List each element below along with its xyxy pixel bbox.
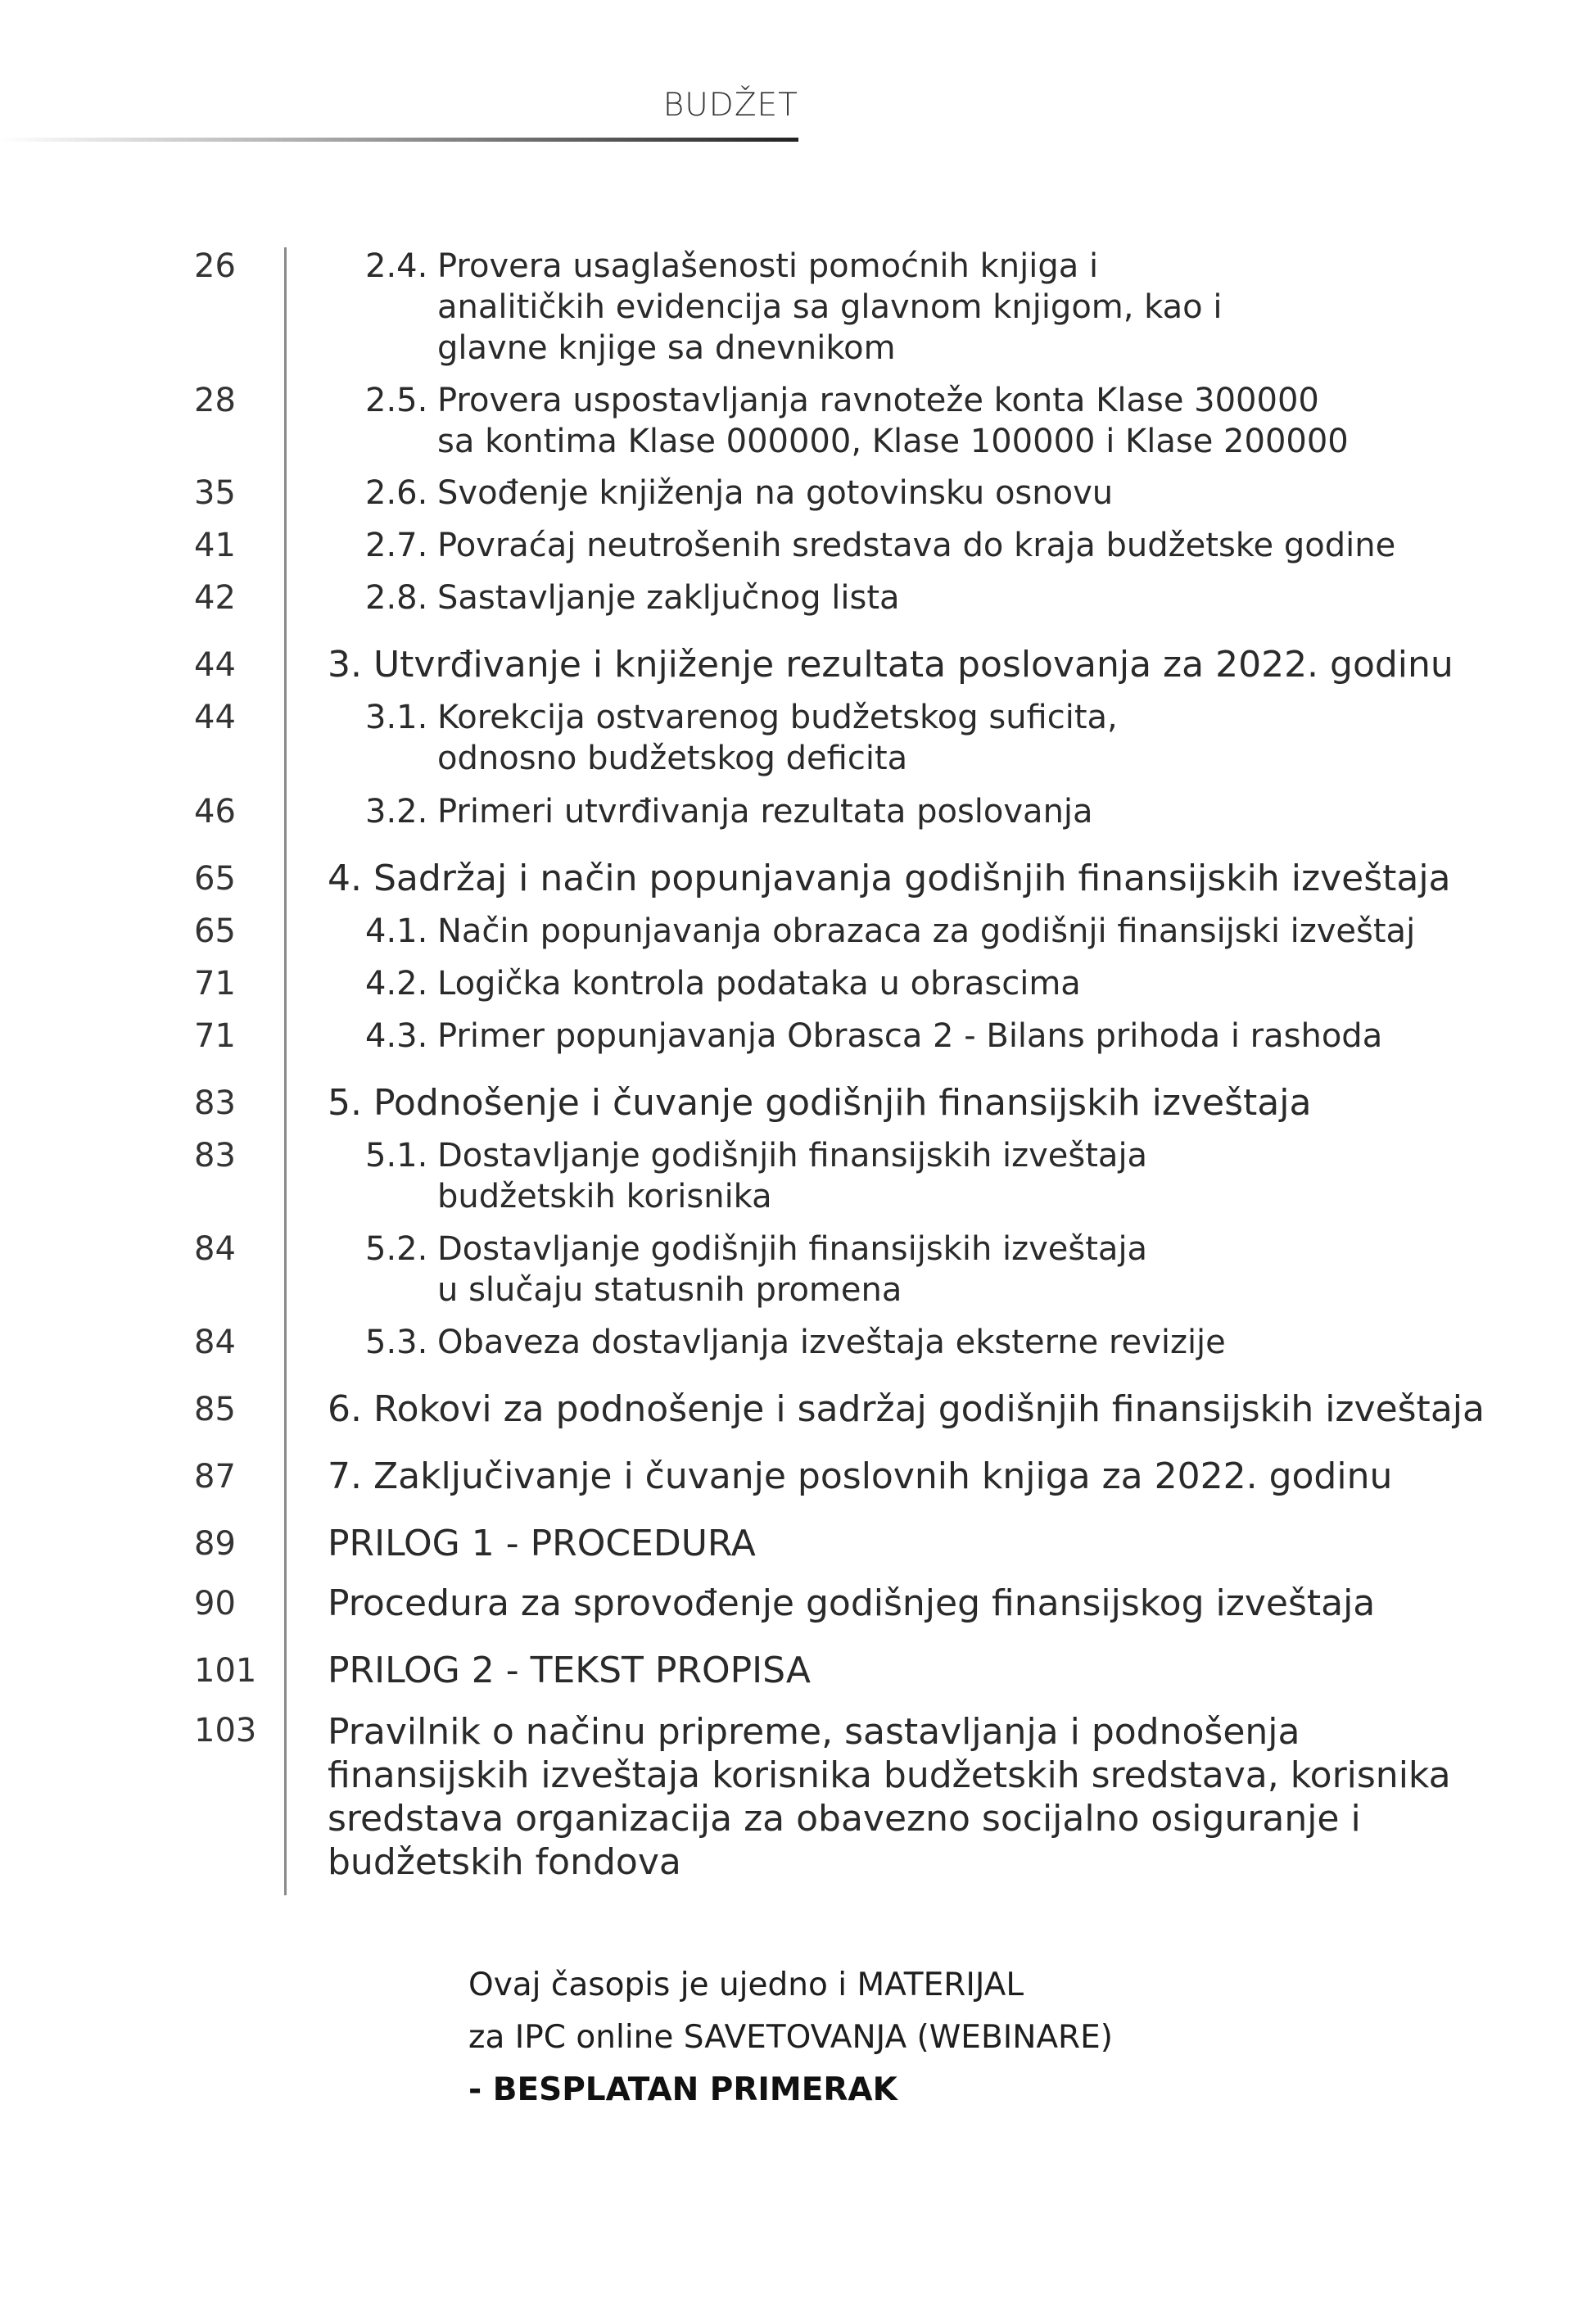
chapter-title: 6. Rokovi za podnošenje i sadržaj godišnjih finansijskih izveštaja: [328, 1388, 1485, 1430]
entry-title-line: u slučaju statusnih promena: [437, 1271, 902, 1309]
entry-title-line: Svođenje knjiženja na gotovinsku osnovu: [437, 474, 1114, 512]
note-line-1: Ovaj časopis je ujedno i MATERIJAL: [468, 1967, 1024, 2003]
entry-title-line: Obaveza dostavljanja izveštaja eksterne revizije: [437, 1324, 1226, 1361]
entry-title-line: Sastavljanje zaključnog lista: [437, 579, 900, 617]
page-number: 83: [194, 1084, 236, 1122]
entry-title-line: Primeri utvrđivanja rezultata poslovanja: [437, 793, 1093, 831]
entry-title-line: budžetskih fondova: [328, 1841, 681, 1883]
appendix-title: PRILOG 1 - PROCEDURA: [328, 1523, 756, 1564]
appendix-title: PRILOG 2 - TEKST PROPISA: [328, 1650, 812, 1691]
entry-title-line: Način popunjavanja obrazaca za godišnji finansijski izveštaj: [437, 912, 1416, 950]
entry-title: Procedura za sprovođenje godišnjeg finansijskog izveštaja: [328, 1582, 1376, 1624]
section-number: 3.2.: [365, 793, 428, 831]
section-number: 4.3.: [365, 1017, 428, 1055]
chapter-title: 7. Zaključivanje i čuvanje poslovnih knjiga za 2022. godinu: [328, 1455, 1393, 1497]
section-number: 2.4.: [365, 247, 428, 285]
section-number: 5.2.: [365, 1230, 428, 1268]
page-number: 103: [194, 1712, 257, 1749]
page-number: 71: [194, 1017, 236, 1055]
entry-title-line: Dostavljanje godišnjih finansijskih izveštaja: [437, 1137, 1148, 1175]
header-rule: [0, 138, 798, 142]
page-number: 65: [194, 860, 236, 898]
entry-title-line: sa kontima Klase 000000, Klase 100000 i Klase 200000: [437, 423, 1349, 460]
page-number: 35: [194, 474, 236, 512]
header-title: BUDŽET: [662, 87, 798, 124]
section-number: 2.5.: [365, 382, 428, 419]
page-number: 90: [194, 1585, 236, 1623]
page-number: 41: [194, 527, 236, 564]
page-number: 44: [194, 646, 236, 684]
section-number: 3.1.: [365, 699, 428, 736]
entry-title-line: sredstava organizacija za obavezno socijalno osiguranje i: [328, 1798, 1361, 1840]
page-number: 84: [194, 1230, 236, 1268]
page-number: 46: [194, 793, 236, 831]
entry-title-line: Pravilnik o načinu pripreme, sastavljanja i podnošenja: [328, 1711, 1300, 1753]
entry-title-line: Korekcija ostvarenog budžetskog suficita,: [437, 699, 1118, 736]
page-number: 71: [194, 965, 236, 1003]
entry-title-line: Provera uspostavljanja ravnoteže konta Klase 300000: [437, 382, 1319, 419]
page-number: 28: [194, 382, 236, 419]
entry-title-line: Provera usaglašenosti pomoćnih knjiga i: [437, 247, 1099, 285]
page-number: 84: [194, 1324, 236, 1361]
page-number: 26: [194, 247, 236, 285]
entry-title-line: Dostavljanje godišnjih finansijskih izveštaja: [437, 1230, 1148, 1268]
page-number: 89: [194, 1525, 236, 1563]
section-number: 5.1.: [365, 1137, 428, 1175]
entry-title-line: odnosno budžetskog deficita: [437, 740, 908, 777]
entry-title-line: Logička kontrola podataka u obrascima: [437, 965, 1081, 1003]
page-number: 85: [194, 1391, 236, 1428]
entry-title-line: finansijskih izveštaja korisnika budžetskih sredstava, korisnika: [328, 1754, 1451, 1796]
page-number: 83: [194, 1137, 236, 1175]
entry-title-line: Primer popunjavanja Obrasca 2 - Bilans prihoda i rashoda: [437, 1017, 1383, 1055]
page-number: 42: [194, 579, 236, 617]
page-number: 44: [194, 699, 236, 736]
section-number: 4.1.: [365, 912, 428, 950]
entry-title-line: budžetskih korisnika: [437, 1178, 772, 1215]
section-number: 2.7.: [365, 527, 428, 564]
section-number: 2.8.: [365, 579, 428, 617]
chapter-title: 3. Utvrđivanje i knjiženje rezultata poslovanja za 2022. godinu: [328, 644, 1454, 686]
entry-title-line: glavne knjige sa dnevnikom: [437, 329, 896, 367]
note-line-2: za IPC online SAVETOVANJA (WEBINARE): [468, 2019, 1114, 2056]
note-line-3: - BESPLATAN PRIMERAK: [468, 2071, 897, 2108]
page-number: 65: [194, 912, 236, 950]
section-number: 5.3.: [365, 1324, 428, 1361]
chapter-title: 4. Sadržaj i način popunjavanja godišnjih finansijskih izveštaja: [328, 858, 1451, 899]
section-number: 2.6.: [365, 474, 428, 512]
entry-title-line: analitičkih evidencija sa glavnom knjigom, kao i: [437, 288, 1223, 326]
page-number: 87: [194, 1458, 236, 1496]
entry-title-line: Povraćaj neutrošenih sredstava do kraja budžetske godine: [437, 527, 1396, 564]
toc-vertical-rule: [284, 247, 287, 1895]
section-number: 4.2.: [365, 965, 428, 1003]
page-number: 101: [194, 1652, 257, 1690]
chapter-title: 5. Podnošenje i čuvanje godišnjih finansijskih izveštaja: [328, 1082, 1312, 1124]
